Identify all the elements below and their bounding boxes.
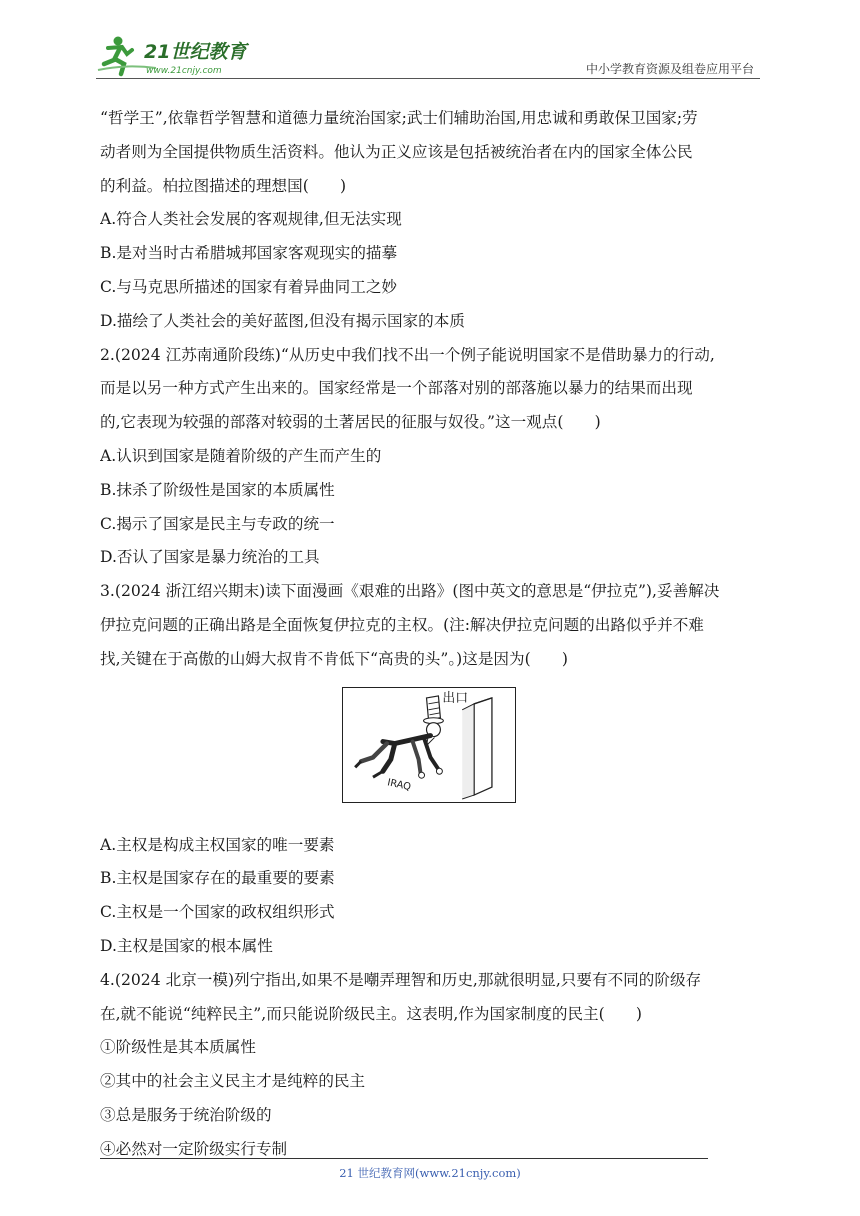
ground-text: IRAQ — [386, 776, 412, 793]
exit-sign-text: 出口 — [442, 690, 469, 706]
text-line: 动者则为全国提供物质生活资料。他认为正义应该是包括被统治者在内的国家全体公民 — [100, 142, 693, 161]
logo-url: www.21cnjy.com — [146, 66, 222, 76]
statement-1: ①阶级性是其本质属性 — [100, 1038, 256, 1057]
page-header — [96, 34, 760, 82]
question-4: 4.(2024 北京一模)列宁指出,如果不是嘲弄理智和历史,那就很明显,只要有不同的阶级存 — [100, 970, 702, 989]
statement-3: ③总是服务于统治阶级的 — [100, 1105, 272, 1124]
document-body — [100, 102, 762, 1167]
option-b[interactable]: B.是对当时古希腊城邦国家客观现实的描摹 — [100, 244, 398, 263]
footer-divider — [100, 1158, 708, 1159]
option-a[interactable]: A.符合人类社会发展的客观规律,但无法实现 — [100, 210, 402, 229]
option-a[interactable]: A.主权是构成主权国家的唯一要素 — [100, 835, 335, 854]
question-stem: 的利益。柏拉图描述的理想国( ) — [100, 176, 347, 195]
question-2: 2.(2024 江苏南通阶段练)“从历史中我们找不出一个例子能说明国家不是借助暴力的行动, — [100, 345, 715, 364]
question-3: 3.(2024 浙江绍兴期末)读下面漫画《艰难的出路》(图中英文的意思是“伊拉克”),妥善解决 — [100, 582, 720, 601]
option-d[interactable]: D.主权是国家的根本属性 — [100, 936, 273, 955]
header-divider — [96, 78, 760, 79]
site-logo[interactable] — [96, 34, 266, 78]
cartoon-figure — [100, 677, 762, 829]
text-line: “哲学王”,依靠哲学智慧和道德力量统治国家;武士们辅助治国,用忠诚和勇敢保卫国家;劳 — [100, 109, 698, 127]
option-c[interactable]: C.主权是一个国家的政权组织形式 — [100, 903, 335, 922]
option-c[interactable]: C.揭示了国家是民主与专政的统一 — [100, 514, 335, 533]
option-a[interactable]: A.认识到国家是随着阶级的产生而产生的 — [100, 446, 382, 465]
question-stem: 在,就不能说“纯粹民主”,而只能说阶级民主。这表明,作为国家制度的民主( ) — [100, 1004, 642, 1023]
option-d[interactable]: D.否认了国家是暴力统治的工具 — [100, 548, 320, 567]
option-c[interactable]: C.与马克思所描述的国家有着异曲同工之妙 — [100, 277, 398, 296]
option-d[interactable]: D.描绘了人类社会的美好蓝图,但没有揭示国家的本质 — [100, 311, 465, 330]
page-footer[interactable]: 21 世纪教育网(www.21cnjy.com) — [339, 1166, 521, 1180]
question-stem: 找,关键在于高傲的山姆大叔肯不肯低下“高贵的头”。)这是因为( ) — [100, 649, 568, 668]
platform-name: 中小学教育资源及组卷应用平台 — [585, 62, 754, 76]
statement-2: ②其中的社会主义民主才是纯粹的民主 — [100, 1072, 366, 1091]
text-line: 伊拉克问题的正确出路是全面恢复伊拉克的主权。(注:解决伊拉克问题的出路似乎并不难 — [100, 615, 704, 634]
text-line: 而是以另一种方式产生出来的。国家经常是一个部落对别的部落施以暴力的结果而出现 — [100, 379, 693, 398]
option-b[interactable]: B.抹杀了阶级性是国家的本质属性 — [100, 480, 335, 499]
question-stem: 的,它表现为较强的部落对较弱的土著居民的征服与奴役。”这一观点( ) — [100, 413, 601, 432]
statement-4: ④必然对一定阶级实行专制 — [100, 1139, 288, 1158]
option-b[interactable]: B.主权是国家存在的最重要的要素 — [100, 869, 335, 888]
logo-text: 21世纪教育 — [144, 41, 247, 63]
cartoon-image — [342, 687, 516, 803]
